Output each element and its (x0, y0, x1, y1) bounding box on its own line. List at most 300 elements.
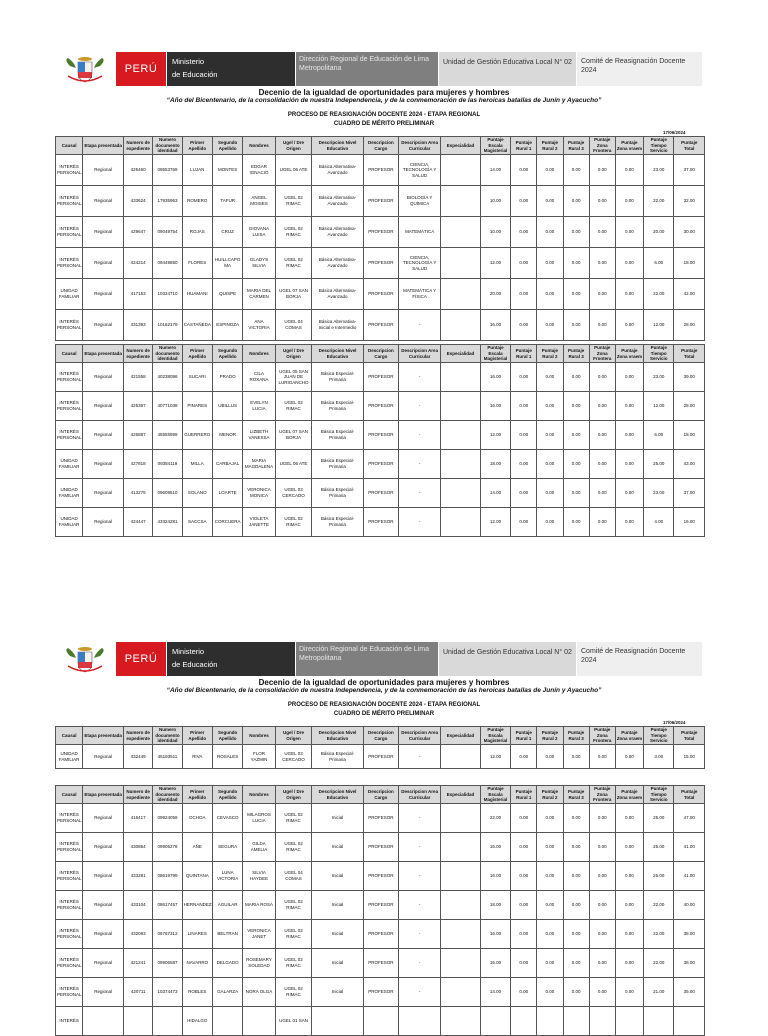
table-cell: UNIDAD FAMILIAR (56, 479, 83, 508)
table-row (56, 248, 705, 279)
table-cell: 0.00 (615, 248, 643, 279)
table-cell: 0.00 (563, 392, 589, 421)
table-cell: 35.00 (674, 978, 705, 1007)
table-cell: 25.00 (644, 450, 674, 479)
table-cell (312, 1007, 363, 1036)
table-cell: 12.00 (644, 392, 674, 421)
table-cell: LOARTE (212, 479, 242, 508)
table-cell: Inicial (312, 891, 363, 920)
column-header: Numero de expediente (124, 727, 153, 745)
table-cell: 22.00 (480, 804, 510, 833)
table-cell: UGEL 02 RIMAC (275, 186, 312, 217)
table-cell: 09905278 (153, 833, 182, 862)
table-cell: 424214 (124, 248, 153, 279)
table-cell: UGEL 03 CERCADO (275, 479, 312, 508)
ugel-label: Unidad de Gestión Educativa Local N° 02 (439, 52, 576, 86)
table-cell: DELGADO (212, 949, 242, 978)
table-cell: 420711 (124, 978, 153, 1007)
table-cell: PROFESOR (363, 479, 399, 508)
column-header: Puntaje Zona vraem (615, 137, 643, 155)
table-cell: 0.00 (615, 862, 643, 891)
table-cell: Básica Especial-Primaria (312, 508, 363, 537)
table-cell: UNIDAD FAMILIAR (56, 745, 83, 769)
table-cell: UGEL 02 RIMAC (275, 248, 312, 279)
table-cell: 32.00 (674, 186, 705, 217)
table-cell (441, 310, 481, 341)
table-row (56, 450, 705, 479)
direccion-regional-label: Dirección Regional de Educación de Lima Metropolitana (296, 642, 438, 676)
table-cell: 39.00 (674, 363, 705, 392)
table-cell (480, 1007, 510, 1036)
table-cell: LUJAN (182, 155, 212, 186)
ugel-label: Unidad de Gestión Educativa Local N° 02 (439, 642, 576, 676)
table-cell: 09553769 (153, 155, 182, 186)
table-cell (537, 1007, 563, 1036)
column-header: Etapa presentada (83, 727, 124, 745)
table-cell: LIZBETH VANESSA (243, 421, 275, 450)
table-cell: INTERÉS PERSONAL (56, 804, 83, 833)
table-cell: 12.00 (644, 310, 674, 341)
anio-title: “Año del Bicentenario, de la consolidación de nuestra Independencia, y de la conmemoración de las heroicas batallas de Junín y Ayacucho” (166, 97, 602, 104)
table-cell: Inicial (312, 833, 363, 862)
table-cell: 0.00 (511, 217, 537, 248)
table-cell: Regional (83, 833, 124, 862)
table-cell: GLADYS SILVIA (243, 248, 275, 279)
table-cell: 0.00 (563, 949, 589, 978)
table-cell: UBILLUS (212, 392, 242, 421)
ministerio-line2: de Educación (172, 70, 218, 79)
table-cell: INTERÉS PERSONAL (56, 392, 83, 421)
table-cell: 09049754 (153, 217, 182, 248)
table-cell: 10324710 (153, 279, 182, 310)
table-cell: 12.00 (480, 508, 510, 537)
table-row (56, 421, 705, 450)
table-cell: 429647 (124, 217, 153, 248)
column-header: Puntaje Rural 3 (563, 727, 589, 745)
table-cell (441, 745, 481, 769)
table-cell: 16.00 (480, 920, 510, 949)
table-cell: VERONICA MONICA (243, 479, 275, 508)
table-cell: GALARZA (212, 978, 242, 1007)
merit-table (55, 785, 705, 1036)
table-cell: UGEL 02 RIMAC (275, 891, 312, 920)
table-cell: 0.00 (537, 155, 563, 186)
table-cell: 0.00 (615, 745, 643, 769)
table-cell: 0.00 (589, 745, 615, 769)
table-cell: 25.00 (644, 833, 674, 862)
table-cell: 16.00 (674, 508, 705, 537)
table-cell: QUINTANA (182, 862, 212, 891)
table-cell: INTERÉS PERSONAL (56, 248, 83, 279)
table-cell: 38.00 (674, 949, 705, 978)
table-cell: 10.00 (480, 217, 510, 248)
table-cell: 0.00 (511, 279, 537, 310)
table-cell: 22.00 (644, 279, 674, 310)
table-cell: 14.00 (480, 155, 510, 186)
table-cell: 12.00 (480, 248, 510, 279)
table-cell: - (399, 949, 441, 978)
table-cell: 25.00 (644, 862, 674, 891)
table-cell: INTERÉS PERSONAL (56, 978, 83, 1007)
column-header: Especialidad (441, 727, 481, 745)
table-row (56, 920, 705, 949)
table-cell: MONTES (212, 155, 242, 186)
table-cell: CEVASCO (212, 804, 242, 833)
column-header: Puntaje Tiempo Servicio (644, 727, 674, 745)
table-cell: 0.00 (615, 978, 643, 1007)
table-cell: 0.00 (563, 745, 589, 769)
table-cell: 16.00 (480, 862, 510, 891)
cuadro-title: CUADRO DE MÉRITO PRELIMINAR (333, 711, 435, 717)
table-cell: 0.00 (537, 186, 563, 217)
table-cell: 16.00 (480, 949, 510, 978)
column-header: Causal (56, 786, 83, 804)
table-cell: 6.00 (644, 248, 674, 279)
table-cell: 09906587 (153, 949, 182, 978)
table-cell: INTERÉS PERSONAL (56, 421, 83, 450)
table-cell (363, 1007, 399, 1036)
table-cell: - (399, 310, 441, 341)
table-header-row (56, 345, 705, 363)
table-cell: ROSEMARY SOLEDAD (243, 949, 275, 978)
table-cell: PROFESOR (363, 279, 399, 310)
table-cell: 41.00 (674, 833, 705, 862)
table-cell: PROFESOR (363, 920, 399, 949)
table-cell: 0.00 (563, 479, 589, 508)
table-cell: INTERÉS PERSONAL (56, 186, 83, 217)
table-cell: 14.00 (480, 978, 510, 1007)
table-cell: Regional (83, 978, 124, 1007)
column-header: Especialidad (441, 345, 481, 363)
table-cell: SACCSA (182, 508, 212, 537)
table-cell: Básica Alternativa-Avanzado (312, 155, 363, 186)
table-cell (441, 479, 481, 508)
table-cell: 6.00 (644, 421, 674, 450)
table-cell: EDGAR IGNACIO (243, 155, 275, 186)
table-cell: 0.00 (615, 155, 643, 186)
table-cell: 0.00 (537, 862, 563, 891)
column-header: Puntaje Rural 3 (563, 137, 589, 155)
table-cell: 0.00 (615, 279, 643, 310)
table-cell: CASTAÑEDA (182, 310, 212, 341)
table-cell (153, 1007, 182, 1036)
table-cell: CORCUERA (212, 508, 242, 537)
table-cell: 0.00 (511, 978, 537, 1007)
table-cell: 40.00 (674, 891, 705, 920)
column-header: Puntaje Zona Frontera (589, 137, 615, 155)
table-cell: - (399, 978, 441, 1007)
column-header: Segundo Apellido (212, 137, 242, 155)
table-cell: 43.00 (674, 450, 705, 479)
table-cell: 37.00 (674, 479, 705, 508)
table-cell: 0.00 (537, 310, 563, 341)
table-cell: - (399, 392, 441, 421)
table-cell: PROFESOR (363, 862, 399, 891)
table-row (56, 891, 705, 920)
table-cell: CIENCIA, TECNOLOGÍA Y SALUD (399, 248, 441, 279)
table-cell: 22.00 (644, 949, 674, 978)
column-header: Causal (56, 345, 83, 363)
table-cell: 0.00 (589, 392, 615, 421)
table-cell: - (399, 745, 441, 769)
table-cell: UGEL 02 RIMAC (275, 392, 312, 421)
column-header: Puntaje Rural 1 (511, 137, 537, 155)
table-cell: ROSALES (212, 745, 242, 769)
table-row (56, 186, 705, 217)
table-cell: UGEL 05 SAN JUAN DE LURIGANCHO (275, 363, 312, 392)
table-cell: GUERRERO (182, 421, 212, 450)
table-cell (563, 1007, 589, 1036)
column-header: Segundo Apellido (212, 727, 242, 745)
table-cell: Básica Especial-Primaria (312, 745, 363, 769)
table-cell: 08619799 (153, 862, 182, 891)
table-row (56, 949, 705, 978)
table-cell: 25.00 (644, 804, 674, 833)
table-cell: NORA OLGA (243, 978, 275, 1007)
column-header: Puntaje Total (674, 727, 705, 745)
table-cell: AGUILAR (212, 891, 242, 920)
column-header: Descripcion Nivel Educativo (312, 727, 363, 745)
table-cell: 0.00 (563, 363, 589, 392)
table-cell: 16.00 (480, 310, 510, 341)
table-cell: UGEL 02 RIMAC (275, 949, 312, 978)
table-cell: PROFESOR (363, 745, 399, 769)
table-cell: SOLANO (182, 479, 212, 508)
table-cell: 0.00 (511, 833, 537, 862)
table-cell: 426887 (124, 421, 153, 450)
table-cell: PROFESOR (363, 804, 399, 833)
table-cell: UGEL 07 SAN BORJA (275, 421, 312, 450)
column-header: Descripcion Cargo (363, 786, 399, 804)
table-cell: 0.00 (537, 392, 563, 421)
column-header: Segundo Apellido (212, 786, 242, 804)
table-cell: 0.00 (537, 279, 563, 310)
table-cell (441, 978, 481, 1007)
table-cell: 16.00 (480, 392, 510, 421)
column-header: Descripcion Nivel Educativo (312, 137, 363, 155)
table-cell: PROFESOR (363, 891, 399, 920)
ministerio-label (167, 52, 295, 86)
table-cell (441, 392, 481, 421)
table-cell: 0.00 (589, 248, 615, 279)
table-cell: 0.00 (537, 804, 563, 833)
column-header: Etapa presentada (83, 345, 124, 363)
table-cell: 0.00 (589, 155, 615, 186)
table-cell: VERONICA JANET (243, 920, 275, 949)
table-cell: 417153 (124, 279, 153, 310)
column-header: Numero documento identidad (153, 345, 182, 363)
table-cell: 0.00 (537, 421, 563, 450)
ministerio-label (167, 642, 295, 676)
table-cell: 22.00 (644, 891, 674, 920)
column-header: Puntaje Zona vraem (615, 786, 643, 804)
table-cell: 0.00 (511, 804, 537, 833)
table-cell: Básica Especial-Primaria (312, 479, 363, 508)
table-row (56, 279, 705, 310)
table-cell: FLOR YAZMIN (243, 745, 275, 769)
table-cell: Regional (83, 217, 124, 248)
column-header: Descripcion Cargo (363, 345, 399, 363)
table-cell: GIOVANA LUISA (243, 217, 275, 248)
peru-label: PERÚ (116, 642, 166, 676)
table-cell: 23.00 (644, 479, 674, 508)
table-cell: 09384119 (153, 450, 182, 479)
table-cell: SEGURA (212, 833, 242, 862)
document-date: 17/06/2024 (663, 130, 686, 135)
table-header-row (56, 727, 705, 745)
table-cell: 0.00 (511, 155, 537, 186)
direccion-regional-label: Dirección Regional de Educación de Lima Metropolitana (296, 52, 438, 86)
table-cell: Regional (83, 508, 124, 537)
table-cell: 18.00 (674, 421, 705, 450)
table-cell (441, 248, 481, 279)
table-cell: 28.00 (674, 310, 705, 341)
table-cell (399, 1007, 441, 1036)
table-cell (243, 1007, 275, 1036)
table-cell: Inicial (312, 949, 363, 978)
table-cell: SUCARI (182, 363, 212, 392)
table-cell: 0.00 (537, 978, 563, 1007)
table-cell: 0.00 (537, 248, 563, 279)
table-cell: ROJAS (182, 217, 212, 248)
table-cell: 09609510 (153, 479, 182, 508)
table-cell: INTERÉS (56, 1007, 83, 1036)
table-cell: Inicial (312, 862, 363, 891)
table-cell: 45555999 (153, 421, 182, 450)
table-cell (441, 1007, 481, 1036)
table-cell: 0.00 (563, 833, 589, 862)
table-cell: 0.00 (589, 421, 615, 450)
table-cell: 22.00 (644, 186, 674, 217)
table-cell: INTERÉS PERSONAL (56, 310, 83, 341)
table-cell: MARIA ROSA (243, 891, 275, 920)
table-cell: 0.00 (511, 186, 537, 217)
table-cell: 432449 (124, 745, 153, 769)
table-cell: 0.00 (563, 310, 589, 341)
table-cell: PINARES (182, 392, 212, 421)
table-cell: PROFESOR (363, 310, 399, 341)
table-cell: 14.00 (480, 479, 510, 508)
table-cell: UNIDAD FAMILIAR (56, 508, 83, 537)
table-cell: 0.00 (615, 421, 643, 450)
table-cell: UNIDAD FAMILIAR (56, 450, 83, 479)
table-cell: 0.00 (511, 392, 537, 421)
table-cell: 0.00 (589, 920, 615, 949)
table-cell: 0.00 (511, 920, 537, 949)
table-cell: 0.00 (615, 949, 643, 978)
column-header: Puntaje Rural 3 (563, 786, 589, 804)
table-cell: PROFESOR (363, 450, 399, 479)
table-cell (212, 1007, 242, 1036)
column-header: Puntaje Rural 1 (511, 727, 537, 745)
table-cell: - (399, 421, 441, 450)
table-row (56, 804, 705, 833)
table-cell: MARIA MAGDALENA (243, 450, 275, 479)
table-cell: 43324281 (153, 508, 182, 537)
table-cell: Regional (83, 279, 124, 310)
table-row (56, 833, 705, 862)
table-cell: 433624 (124, 186, 153, 217)
table-cell: TAFUR (212, 186, 242, 217)
comite-label: Comité de Reasignación Docente 2024 (577, 642, 702, 676)
table-cell: PROFESOR (363, 508, 399, 537)
table-cell (83, 1007, 124, 1036)
column-header: Especialidad (441, 137, 481, 155)
table-cell: 0.00 (589, 804, 615, 833)
table-header-row (56, 137, 705, 155)
table-cell: 18.00 (480, 450, 510, 479)
table-cell: Básica Especial-Primaria (312, 363, 363, 392)
table-cell: 0.00 (537, 450, 563, 479)
column-header: Puntaje Escala Magisterial (480, 345, 510, 363)
decenio-title: Decenio de la igualdad de oportunidades para mujeres y hombres (258, 678, 510, 687)
table-cell: 09924059 (153, 804, 182, 833)
table-cell: Básica Alternativa-Inicial e Intermedio (312, 310, 363, 341)
table-cell: PRADO (212, 363, 242, 392)
table-cell: UGEL 06 ATE (275, 450, 312, 479)
column-header: Nombres (243, 727, 275, 745)
table-cell (441, 279, 481, 310)
table-cell: 0.00 (511, 508, 537, 537)
table-cell: MILLA (182, 450, 212, 479)
table-row (56, 155, 705, 186)
column-header: Puntaje Zona Frontera (589, 345, 615, 363)
table-cell: 18.00 (674, 248, 705, 279)
column-header: Etapa presentada (83, 137, 124, 155)
table-cell: 0.00 (589, 479, 615, 508)
table-cell: 425357 (124, 392, 153, 421)
table-cell: Regional (83, 392, 124, 421)
table-cell: - (399, 920, 441, 949)
table-cell: 0.00 (537, 479, 563, 508)
column-header: Ugel / Dre Origen (275, 727, 312, 745)
column-header: Descripcion Area Curricular (399, 137, 441, 155)
table-cell: 0.00 (563, 421, 589, 450)
table-cell: Básica Especial-Primaria (312, 392, 363, 421)
table-cell: - (399, 450, 441, 479)
table-cell: 0.00 (537, 833, 563, 862)
table-cell: INTERÉS PERSONAL (56, 862, 83, 891)
table-cell: 21.00 (644, 978, 674, 1007)
table-cell: - (399, 479, 441, 508)
table-cell: UGEL 02 RIMAC (275, 804, 312, 833)
table-cell: 10374473 (153, 978, 182, 1007)
table-cell: 10162179 (153, 310, 182, 341)
table-cell: INTERÉS PERSONAL (56, 891, 83, 920)
column-header: Puntaje Rural 1 (511, 345, 537, 363)
table-cell (441, 949, 481, 978)
column-header: Especialidad (441, 786, 481, 804)
table-cell: BELTRAN (212, 920, 242, 949)
table-cell: HUAMANI (182, 279, 212, 310)
table-cell: 421558 (124, 363, 153, 392)
table-cell: 16.00 (480, 363, 510, 392)
table-cell (615, 1007, 643, 1036)
table-cell: ANA VICTORIA (243, 310, 275, 341)
table-cell: 0.00 (563, 248, 589, 279)
column-header: Primer Apellido (182, 345, 212, 363)
table-cell: INTERÉS PERSONAL (56, 217, 83, 248)
decenio-title: Decenio de la igualdad de oportunidades para mujeres y hombres (258, 88, 510, 97)
column-header: Puntaje Escala Magisterial (480, 727, 510, 745)
table-cell: Regional (83, 363, 124, 392)
table-cell: 0.00 (589, 862, 615, 891)
table-cell: 4.00 (644, 508, 674, 537)
table-cell: 0.00 (563, 804, 589, 833)
table-cell (441, 891, 481, 920)
table-cell: 08617457 (153, 891, 182, 920)
table-cell: Regional (83, 745, 124, 769)
